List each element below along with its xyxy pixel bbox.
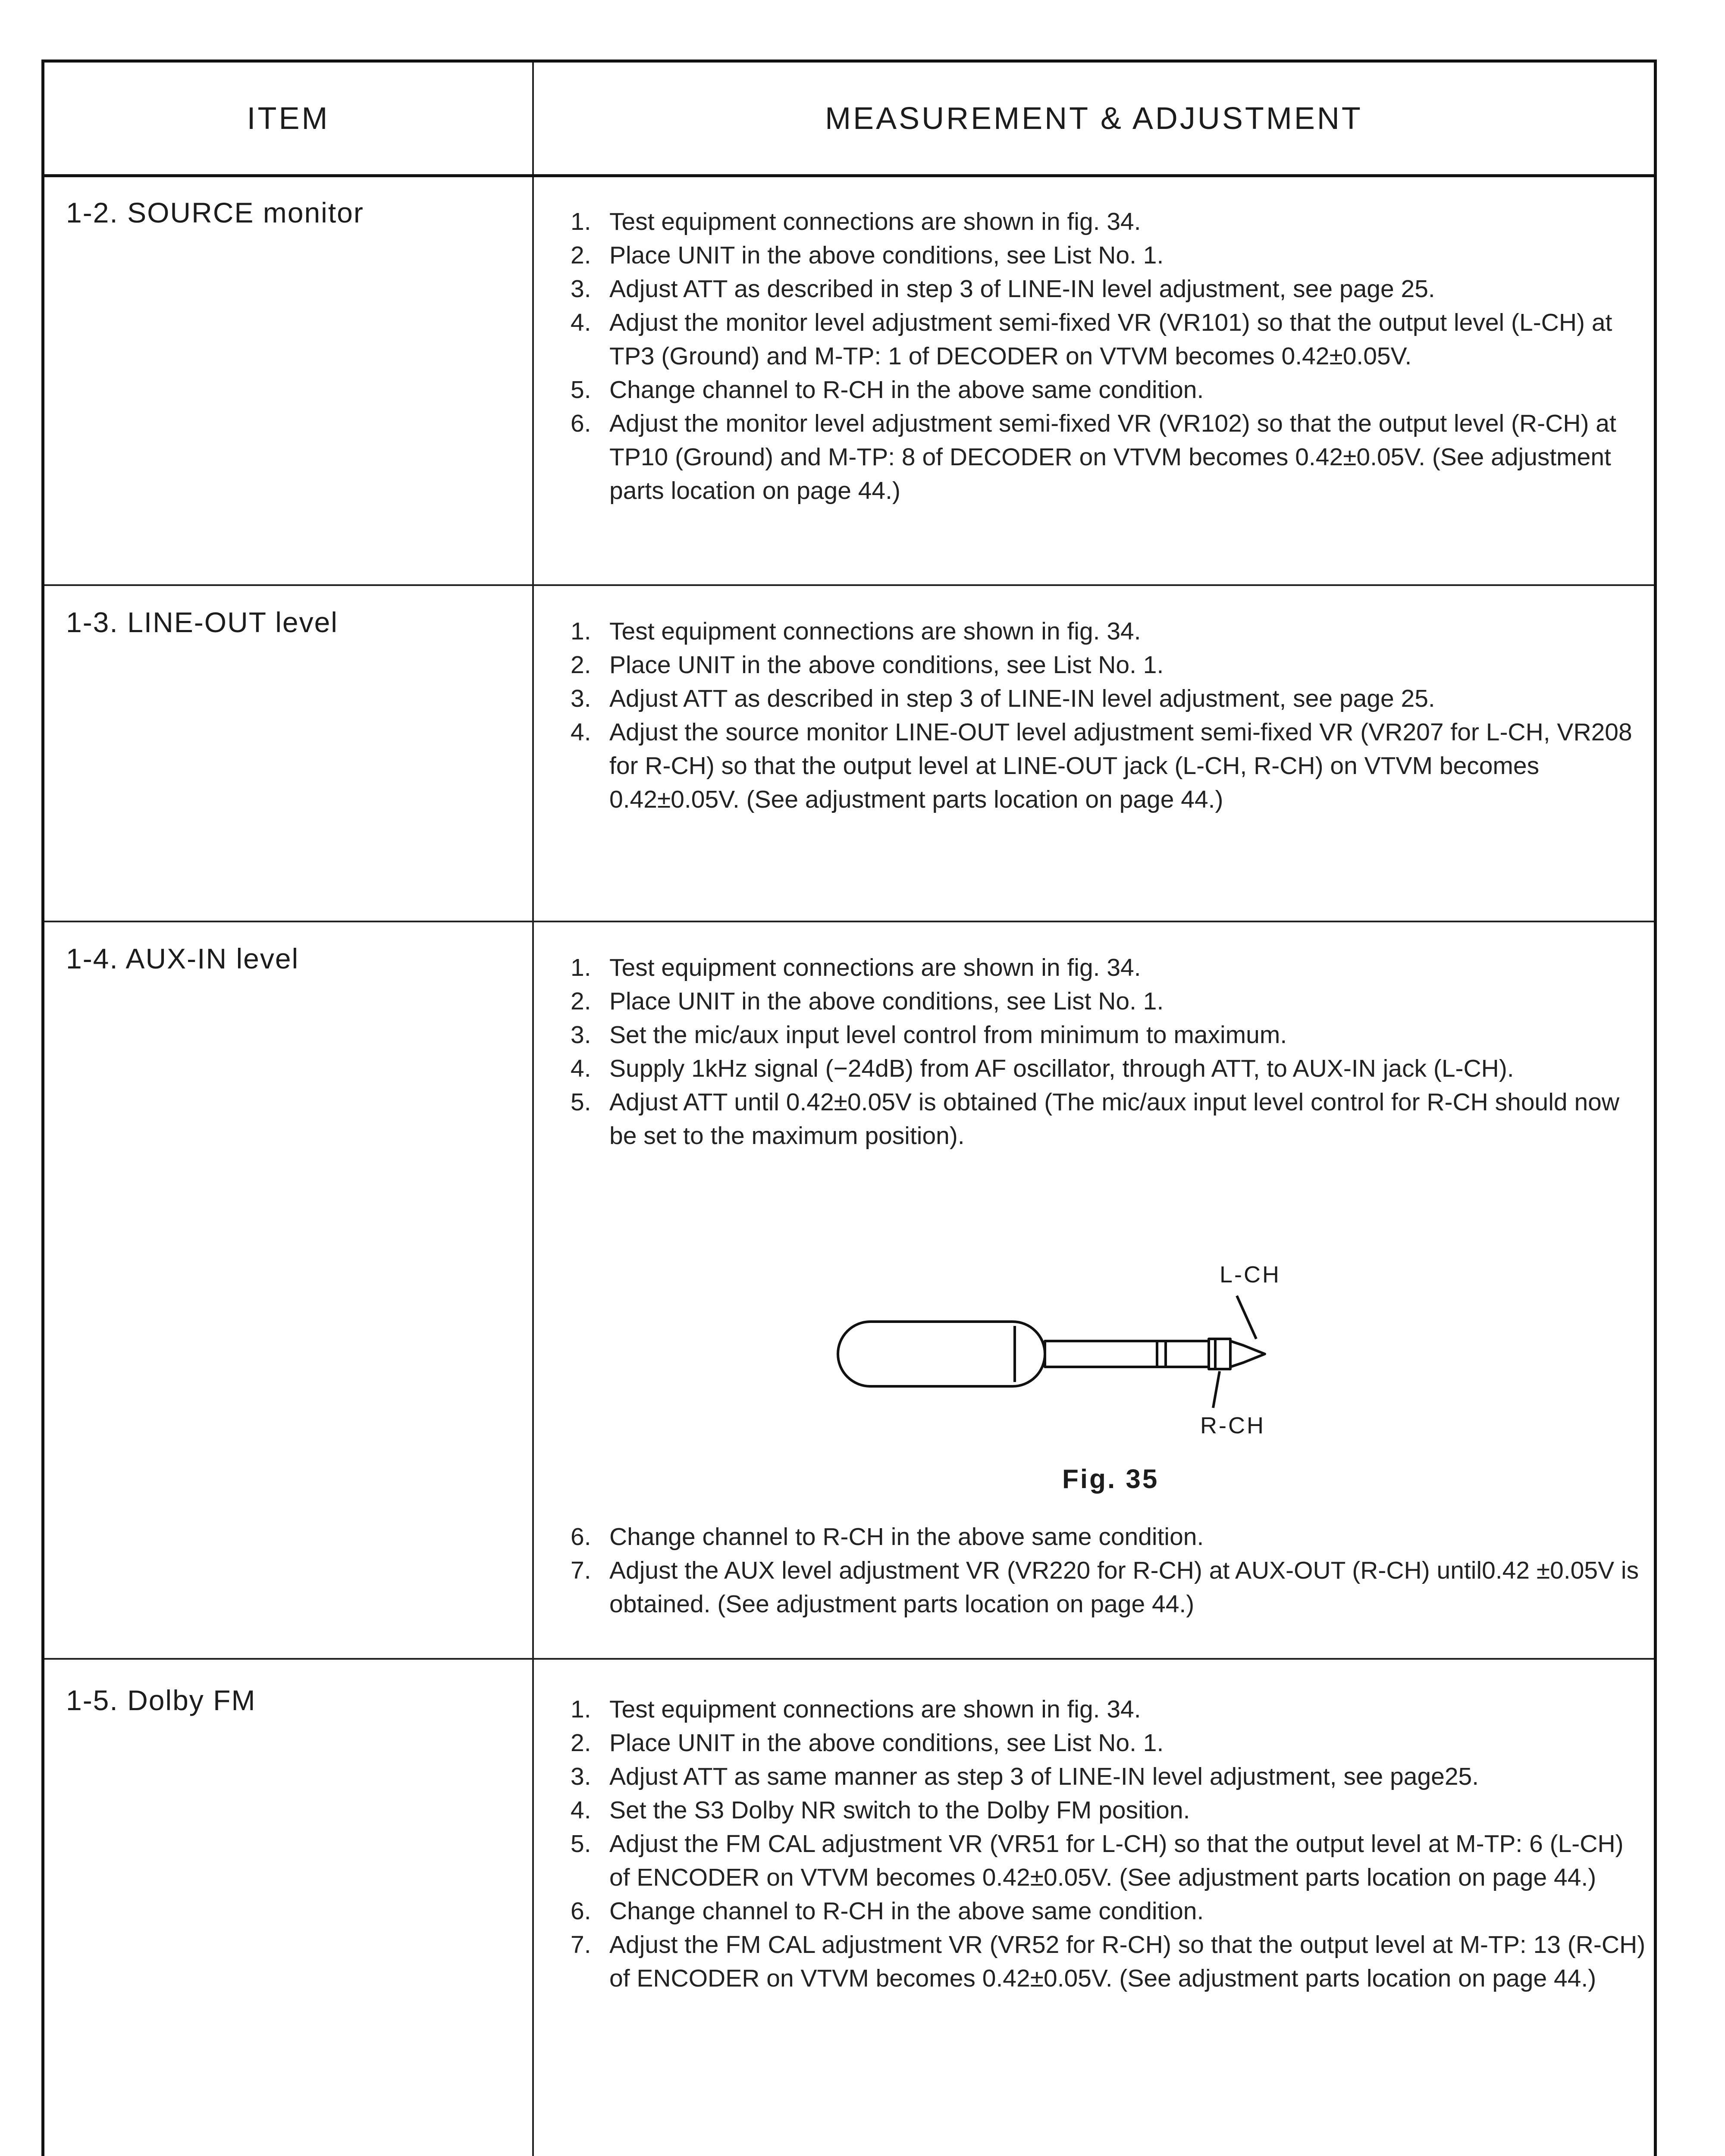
list-item: 5. Change channel to R-CH in the above same condition. (571, 376, 1204, 404)
steps-aux-in-level (562, 951, 1649, 1153)
fig-35-stereo-plug (821, 1261, 1424, 1503)
figure-caption: Fig. 35 (1062, 1464, 1159, 1494)
list-item: 6. Change channel to R-CH in the above same condition. (571, 1523, 1204, 1551)
item-aux-in-level: 1-4. AUX-IN level (66, 943, 299, 975)
list-item: 1. Test equipment connections are shown in fig. 34. (571, 1695, 1141, 1723)
list-item: 1. Test equipment connections are shown in fig. 34. (571, 617, 1141, 645)
list-item: 6. Change channel to R-CH in the above same condition. (571, 1897, 1204, 1925)
list-item: 3. Adjust ATT as same manner as step 3 of LINE-IN level adjustment, see page25. (571, 1763, 1479, 1790)
list-item: 2. Place UNIT in the above conditions, see List No. 1. (571, 1729, 1164, 1757)
list-item: 4. Adjust the source monitor LINE-OUT level adjustment semi-fixed VR (VR207 for L-CH, VR208 for R-CH) so that the output level at LINE-OUT jack (L-CH, R-CH) on VTVM becomes 0.42±0.05V. (See adjustment parts location on page 44.) (571, 718, 1632, 813)
list-item: 7. Adjust the AUX level adjustment VR (VR220 for R-CH) at AUX-OUT (R-CH) until0.42 ±0.05V is obtained. (See adjustment parts location on page 44.) (571, 1557, 1639, 1618)
list-item: 3. Adjust ATT as described in step 3 of LINE-IN level adjustment, see page 25. (571, 275, 1435, 303)
list-item: 3. Adjust ATT as described in step 3 of LINE-IN level adjustment, see page 25. (571, 685, 1435, 712)
list-item: 2. Place UNIT in the above conditions, see List No. 1. (571, 241, 1164, 269)
list-item: 1. Test equipment connections are shown in fig. 34. (571, 208, 1141, 235)
table-header (44, 63, 1654, 177)
steps-source-monitor (562, 205, 1649, 508)
list-item: 5. Adjust ATT until 0.42±0.05V is obtained (The mic/aux input level control for R-CH should now be set to the maximum position). (571, 1088, 1620, 1150)
item-dolby-fm: 1-5. Dolby FM (66, 1684, 256, 1716)
row-divider (44, 1658, 1654, 1660)
list-item: 2. Place UNIT in the above conditions, see List No. 1. (571, 651, 1164, 679)
adjustment-table (41, 60, 1657, 2156)
steps-aux-in-level-after (562, 1520, 1649, 1621)
list-item: 7. Adjust the FM CAL adjustment VR (VR52 for R-CH) so that the output level at M-TP: 13 (R-CH) of ENCODER on VTVM becomes 0.42±0.05V. (See adjustment parts location on page 44.) (571, 1931, 1646, 1992)
item-line-out-level: 1-3. LINE-OUT level (66, 606, 338, 638)
list-item: 2. Place UNIT in the above conditions, see List No. 1. (571, 987, 1164, 1015)
item-source-monitor: 1-2. SOURCE monitor (66, 197, 364, 229)
list-item: 5. Adjust the FM CAL adjustment VR (VR51 for L-CH) so that the output level at M-TP: 6 (L-CH) of ENCODER on VTVM becomes 0.42±0.05V. (See adjustment parts location on page 44.) (571, 1830, 1624, 1891)
item-column-header: ITEM (247, 101, 330, 136)
list-item: 4. Adjust the monitor level adjustment semi-fixed VR (VR101) so that the output level (L-CH) at TP3 (Ground) and M-TP: 1 of DECODER on VTVM becomes 0.42±0.05V. (571, 309, 1612, 370)
stereo-plug-diagram (821, 1261, 1424, 1447)
list-item: 4. Set the S3 Dolby NR switch to the Dolby FM position. (571, 1796, 1190, 1824)
steps-dolby-fm (562, 1692, 1649, 1995)
list-item: 3. Set the mic/aux input level control from minimum to maximum. (571, 1021, 1287, 1049)
row-divider (44, 584, 1654, 586)
steps-line-out-level (562, 614, 1649, 816)
column-divider (532, 63, 534, 2156)
r-ch-label: R-CH (1200, 1413, 1265, 1438)
list-item: 1. Test equipment connections are shown in fig. 34. (571, 954, 1141, 981)
list-item: 6. Adjust the monitor level adjustment semi-fixed VR (VR102) so that the output level (R-CH) at TP10 (Ground) and M-TP: 8 of DECODER on VTVM becomes 0.42±0.05V. (See adjustment parts location on page 44.) (571, 410, 1616, 505)
measurement-column-header: MEASUREMENT & ADJUSTMENT (825, 101, 1363, 136)
l-ch-label: L-CH (1220, 1262, 1281, 1288)
row-divider (44, 921, 1654, 922)
list-item: 4. Supply 1kHz signal (−24dB) from AF oscillator, through ATT, to AUX-IN jack (L-CH). (571, 1055, 1514, 1082)
